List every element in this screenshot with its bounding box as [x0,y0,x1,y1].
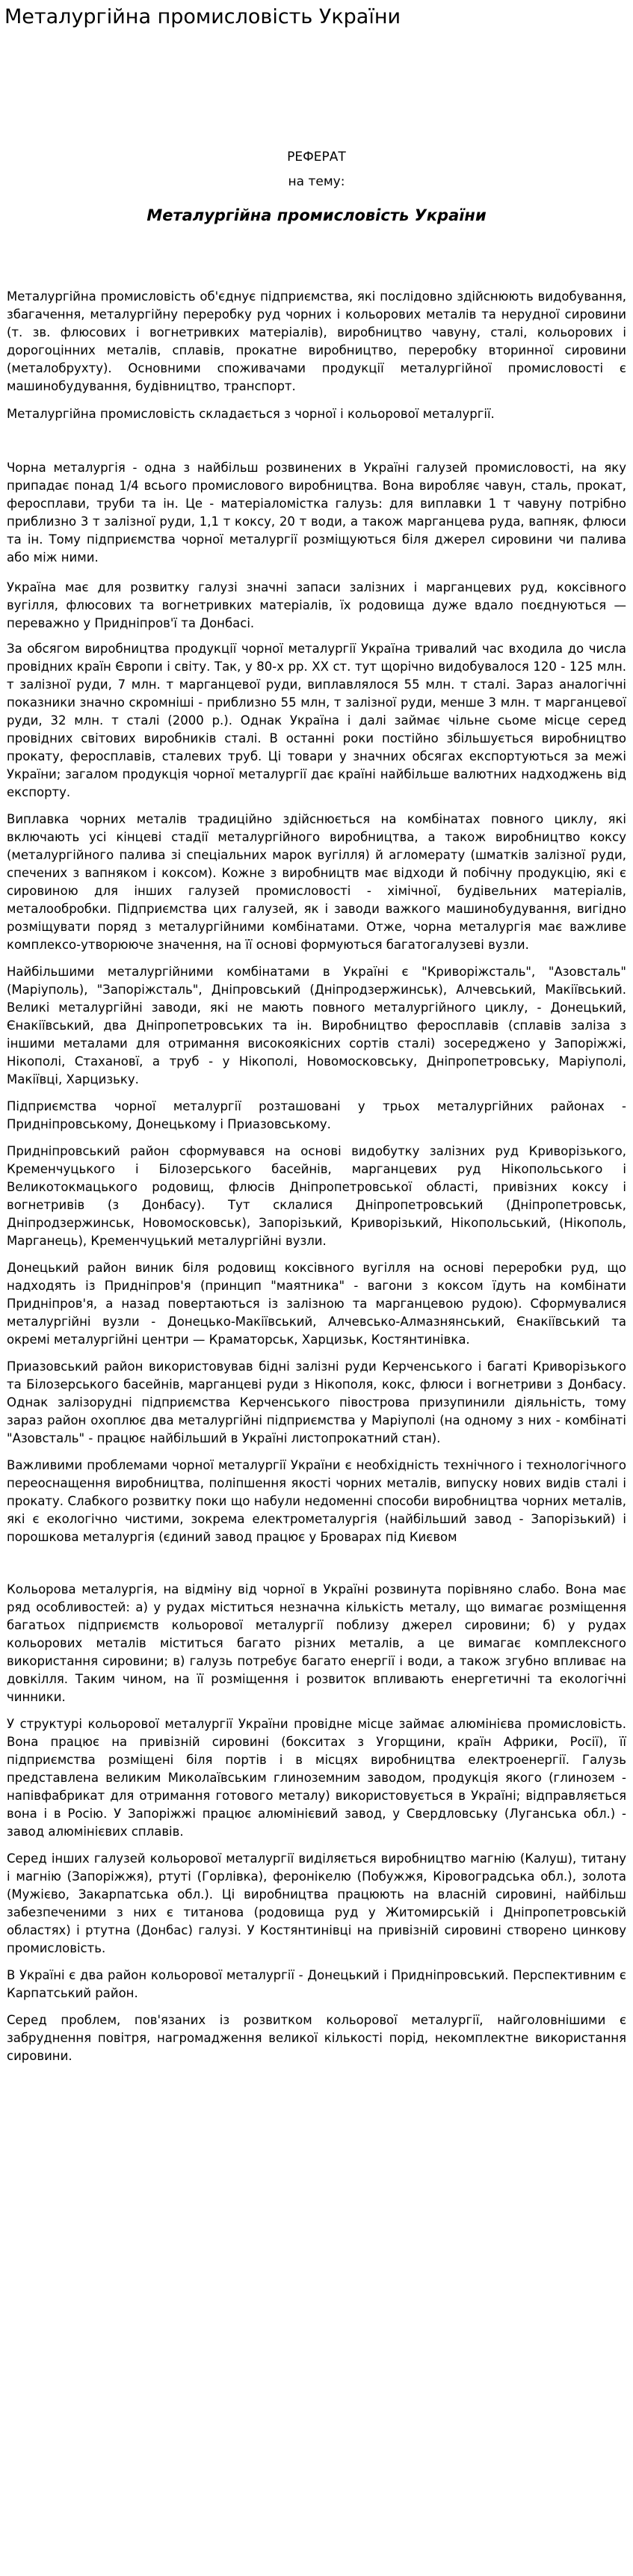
paragraph-intro: Металургійна промисловість об'єднує підприємства, які послідовно здійснюють видобування, збагачення, металургійну переробку руд чорних і кольорових металів та нерудної сировини (т. зв. флюсових і вогнетривких матеріалів), виробництво чавуну, сталі, кольорових і дорогоцінних металів, сплавів, прокатне виробництво, переробку вторинної сировини (металобрухту). Основними споживачами продукції металургійної промисловості є машинобудування, будівництво, транспорт. [7,289,626,393]
paragraph-nonferrous-regions: В Україні є два район кольорової металургії - Донецький і Придніпровський. Перспективним є Карпатський район. [7,1968,626,2000]
paragraph-composition: Металургійна промисловість складається з чорної і кольорової металургії. [7,407,495,421]
paragraph-other-branches: Серед інших галузей кольорової металургії виділяється виробництво магнію (Калуш), титану і магнію (Запоріжжя), ртуті (Горлівка), феронікелю (Побужжя, Кіровоградська обл.), золота (Мужієво, Закарпатська обл.). Ці виробництва працюють на власній сировині, найбільш забезпеченими з них є титанова (родовища руд у Житомирській і Дніпропетровській областях) і ртутна (Донбас) галузі. У Костянтинівці на привізній сировині створено цинкову промисловість. [7,1851,626,1955]
paragraph-nonferrous-overview: Кольорова металургія, на відміну від чорної в Україні розвинута порівняно слабо. Вона має ряд особливостей: а) у рудах міститься незначна кількість металу, що вимагає розміщення багатьох підприємств кольорової металургії поблизу джерел сировини; б) у рудах кольорових металів міститься багато різних металів, а це вимагає комплексного використання сировини; в) галузь потребує багато енергії і води, а також згубно впливає на довкілля. Таким чином, на її розміщення і розвиток впливають енергетичні та екологічні чинники. [7,1582,626,1704]
paragraph-donetsk-region: Донецький район виник біля родовищ коксівного вугілля на основі переробки руд, що надходять із Придніпров'я (принцип "маятника" - вагони з коксом їдуть на комбінати Придніпров'я, а назад повертаються із залізною та марганцевою рудою). Сформувалися металургійні вузли - Донецько-Макіївський, Алчевсько-Алмазнянський, Єнакіївський та окремі металургійні центри — Краматорськ, Харцизьк, Костянтинівка. [7,1261,626,1347]
page-header: Металургійна промисловість України [4,5,401,28]
paragraph-ferrous-resources: Україна має для розвитку галузі значні запаси залізних і марганцевих руд, коксівного вугілля, флюсових та вогнетривких матеріалів, їх родовища дуже вдало поєднуються — переважно у Придніпров'ї та Донбасі. [7,580,626,630]
paragraph-ferrous-overview: Чорна металургія - одна з найбільш розвинених в Україні галузей промисловості, на яку припадає понад 1/4 всього промислового виробництва. Вона виробляє чавун, сталь, прокат, феросплави, труби та ін. Це - матеріаломістка галузь: для виплавки 1 т чавуну потрібно приблизно 3 т залізної руди, 1,1 т коксу, 20 т води, а також марганцева руда, вапняк, флюси та ін. Тому підприємства чорної металургії розміщуються біля джерел сировини чи палива або між ними. [7,461,626,565]
paragraph-nonferrous-problems: Серед проблем, пов'язаних із розвитком кольорової металургії, найголовнішими є забруднення повітря, нагромадження великої кількості порід, некомплектне використання сировини. [7,2013,626,2063]
paragraph-azov-region: Приазовський район використовував бідні залізні руди Керченського і багаті Криворізького та Білозерського басейнів, марганцеві руди з Нікополя, кокс, флюси і вогнетриви з Донбасу. Однак залізорудні підприємства Керченського півострова призупинили діяльність, тому зараз район охоплює два металургійні підприємства у Маріуполі (на одному з них - комбінаті "Азовсталь" - працює найбільший в Україні листопрокатний стан). [7,1359,626,1445]
paragraph-regions: Підприємства чорної металургії розташовані у трьох металургійних районах - Придніпровському, Донецькому і Приазовському. [7,1099,626,1131]
paragraph-largest-plants: Найбільшими металургійними комбінатами в Україні є "Криворіжсталь", "Азовсталь" (Маріуполь), "Запоріжсталь", Дніпровський (Дніпродзержинськ), Алчевський, Макіївський. Великі металургійні заводи, які не мають повного металургійного циклу, - Донецький, Єнакіївський, два Дніпропетровських та ін. Виробництво феросплавів (сплавів заліза з іншими металами для отримання високоякісних сортів сталі) зосереджено у Запоріжжі, Нікополі, Стахановї, а труб - у Нікополі, Новомосковську, Дніпропетровську, Маріуполі, Макіївці, Харцизьку. [7,965,626,1086]
paragraph-full-cycle-plants: Виплавка чорних металів традиційно здійснюється на комбінатах повного циклу, які включають усі кінцеві стадії металургійного виробництва, а також виробництво коксу (металургійного палива зі спеціальних марок вугілля) й агломерату (шматків залізної руди, спечених з вапняком і коксом). Кожне з виробництв має відходи й побічну продукцію, які є сировиною для інших галузей промисловості - хімічної, будівельних матеріалів, металообробки. Підприємства цих галузей, як і заводи важкого машинобудування, вигідно розміщувати поряд з металургійними комбінатами. Отже, чорна металургія має важливе комплексо-утворююче значення, на її основі формуються багатогалузеві вузли. [7,812,626,952]
paragraph-ferrous-volumes: За обсягом виробництва продукції чорної металургії Україна тривалий час входила до числа провідних країн Європи і світу. Так, у 80-х рр. XX ст. тут щорічно видобувалося 120 - 125 млн. т залізної руди, 7 млн. т марганцевої руди, виплавлялося 55 млн. т сталі. Зараз аналогічні показники значно скромніші - приблизно 55 млн, т залізної руди, менше 3 млн. т марганцевої руди, 32 млн. т сталі (2000 р.). Однак Україна і далі займає чільне сьоме місце серед провідних світових виробників сталі. В останні роки постійно збільшується виробництво прокату, феросплавів, сталевих труб. Ці товари у значних обсягах експортуються за межі України; загалом продукція чорної металургії дає країні найбільше валютних надходжень від експорту. [7,642,626,799]
paragraph-dnipro-region: Придніпровський район сформувався на основі видобутку залізних руд Криворізького, Кременчуцького і Білозерського басейнів, марганцевих руд Нікопольського і Великотокмацького родовищ, флюсів Дніпропетровської області, привізних коксу і вогнетривів (з Донбасу). Тут склалися Дніпропетровський (Дніпропетровськ, Дніпродзержинськ, Новомосковськ), Запорізький, Криворізький, Нікопольський, (Нікополь, Марганець), Кременчуцький металургійні вузли. [7,1144,626,1248]
document-type: РЕФЕРАТ [287,150,346,165]
main-text [7,288,626,2065]
subtitle-label: на тему: [288,174,345,189]
title-block [0,150,633,224]
document-topic: Металургійна промисловість України [146,206,487,224]
paragraph-ferrous-problems: Важливими проблемами чорної металургії України є необхідність технічного і технологічного переоснащення виробництва, поліпшення якості чорних металів, випуску нових видів сталі і прокату. Слабкого розвитку поки що набули недоменні способи виробництва чорних металів, які є екологічно чистими, зокрема електрометалургія (найбільший завод - Запорізький) і порошкова металургія (єдиний завод працює у Броварах під Києвом [7,1458,626,1544]
paragraph-aluminium: У структурі кольорової металургії України провідне місце займає алюмінієва промисловість. Вона працює на привізній сировині (бокситах з Угорщини, країн Африки, Росії), її підприємства розміщені біля портів і в місцях виробництва електроенергії. Галузь представлена великим Миколаївським глиноземним заводом, продукція якого (глинозем - напівфабрикат для отримання готового металу) використовується в Україні; відправляється вона і в Росію. У Запоріжжі працює алюмінієвий завод, у Свердловську (Луганська обл.) - завод алюмінієвих сплавів. [7,1717,626,1839]
